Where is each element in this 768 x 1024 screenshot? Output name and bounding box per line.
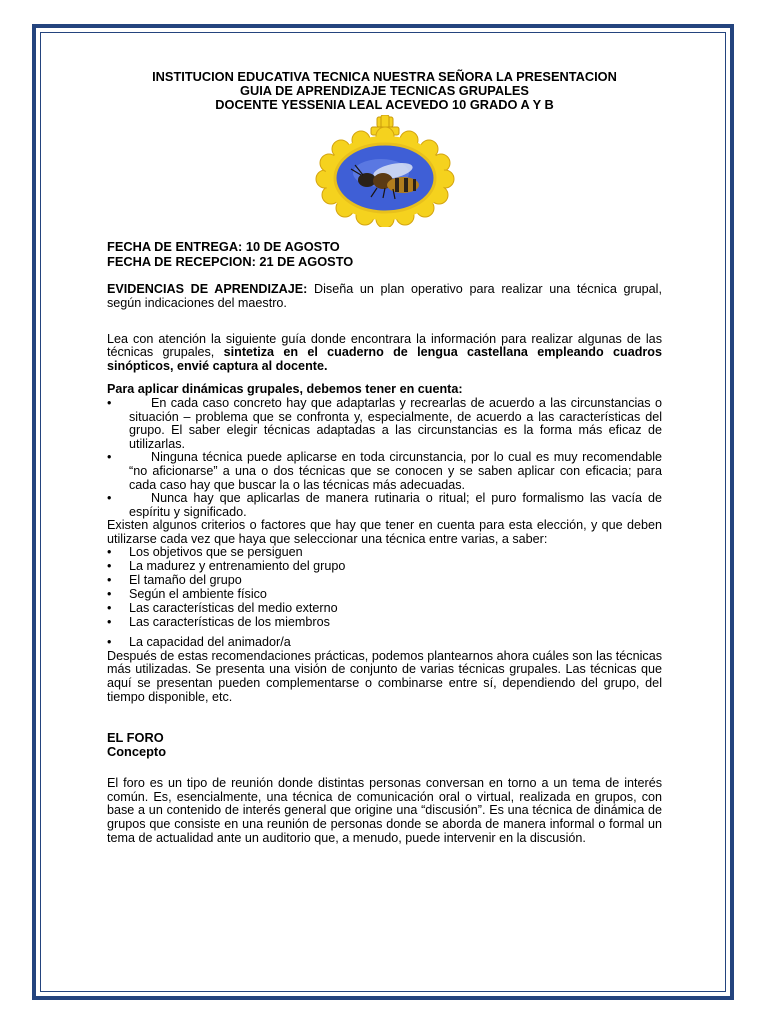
- learning-evidence: [107, 283, 662, 310]
- list-item: • El tamaño del grupo: [107, 574, 662, 588]
- intro-text: Lea con atención la siguiente guía donde encontrara la información para realizar algunas de las técnicas grupales,: [107, 331, 662, 360]
- delivery-date: FECHA DE ENTREGA: 10 DE AGOSTO: [107, 239, 340, 255]
- learning-evidence-label: EVIDENCIAS DE APRENDIZAJE:: [107, 282, 308, 297]
- recommendations-paragraph: Después de estas recomendaciones prácticas, podemos plantearnos ahora cuáles son las técnicas más utilizadas. Se presenta una visión de conjunto de varias técnicas grupales. Las técnicas que aquí se presentan pueden complementarse o combinarse entre sí, dependiendo del grupo, del tiempo disponible, etc.: [107, 648, 662, 704]
- list-item: • Las características del medio externo: [107, 602, 662, 616]
- forum-subtitle: Concepto: [107, 744, 167, 760]
- document-header: [107, 70, 662, 111]
- list-item: • La capacidad del animador/a: [107, 636, 662, 650]
- dates-block: [107, 239, 662, 269]
- reception-date: FECHA DE RECEPCION: 21 DE AGOSTO: [107, 254, 354, 270]
- learning-evidence-text: Diseña un plan operativo para realizar una técnica grupal, según indicaciones del maestro.: [107, 282, 662, 310]
- header-institution: INSTITUCION EDUCATIVA TECNICA NUESTRA SEÑORA LA PRESENTACION: [152, 69, 617, 84]
- criteria-paragraph: Existen algunos criterios o factores que hay que tener en cuenta para esta elección, y que deben utilizarse cada vez que haya que seleccionar una técnica entre varias, a saber:: [107, 518, 662, 546]
- list-item: • Según el ambiente físico: [107, 588, 662, 602]
- forum-title: EL FORO: [107, 730, 164, 746]
- intro-paragraph: [107, 333, 662, 374]
- dynamics-list: [107, 397, 662, 519]
- criteria-list: [107, 546, 662, 649]
- list-item: • Ninguna técnica puede aplicarse en toda circunstancia, por lo cual es muy recomendable “no aficionarse” a una o dos técnicas que se conocen y se saben aplicar con eficacia; para cada caso hay que buscar la o las técnicas más adecuadas.: [107, 451, 662, 492]
- list-item: • Nunca hay que aplicarlas de manera rutinaria o ritual; el puro formalismo las vacía de espíritu y significado.: [107, 492, 662, 519]
- dynamics-title: Para aplicar dinámicas grupales, debemos tener en cuenta:: [107, 382, 463, 397]
- document-body: [107, 70, 662, 845]
- intro-instruction: sintetiza en el cuaderno de lengua castellana empleando cuadros sinópticos, envié captura al docente.: [107, 345, 662, 373]
- list-item: • Las características de los miembros: [107, 616, 662, 630]
- list-item: • Los objetivos que se persiguen: [107, 546, 662, 560]
- forum-paragraph: El foro es un tipo de reunión donde distintas personas conversan en torno a un tema de interés común. Es, esencialmente, una técnica de comunicación oral o virtual, realizada en grupos, con base a un contenido de interés general que origine una “discusión”. Es una técnica de dinámica de grupos que consiste en una reunión de personas donde se aborda de manera informal o formal un tema de actualidad ante un auditorio que, a menudo, puede intervenir en la discusión.: [107, 776, 662, 845]
- list-item: • En cada caso concreto hay que adaptarlas y recrearlas de acuerdo a las circunstancias o situación – problema que se confronta y, especialmente, de acuerdo a las características del grupo. El saber elegir técnicas adaptadas a las circunstancias es la forma más eficaz de utilizarlas.: [107, 397, 662, 451]
- list-item: • La madurez y entrenamiento del grupo: [107, 560, 662, 574]
- header-teacher: DOCENTE YESSENIA LEAL ACEVEDO 10 GRADO A Y B: [215, 96, 554, 112]
- bee-emblem-icon: [285, 115, 485, 227]
- header-guide-title: GUIA DE APRENDIZAJE TECNICAS GRUPALES: [240, 82, 529, 98]
